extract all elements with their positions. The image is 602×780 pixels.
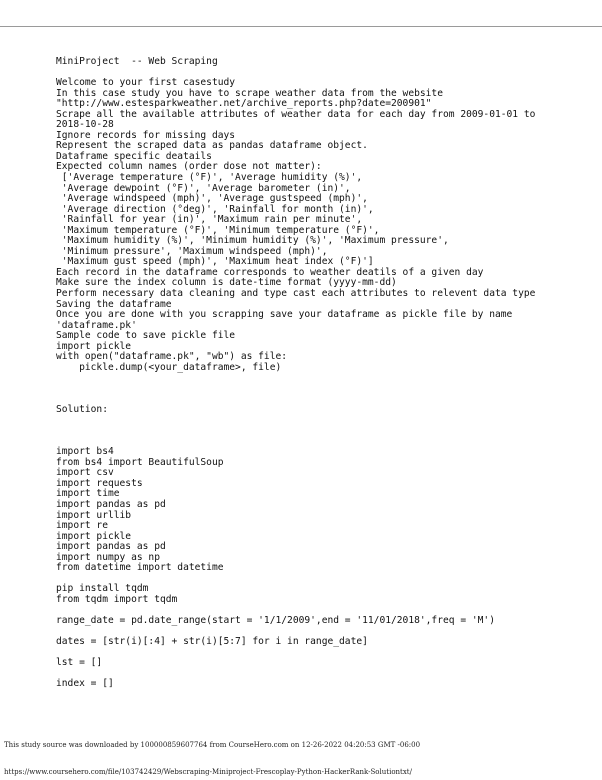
document-line: from datetime import datetime	[56, 562, 224, 574]
document-line: 2018-10-28	[56, 119, 114, 131]
document-line: lst = []	[56, 657, 103, 669]
document-line: Represent the scraped data as pandas dataframe object.	[56, 140, 368, 152]
document-line: "http://www.estesparkweather.net/archive_reports.php?date=200901"	[56, 98, 432, 110]
document-line: Make sure the index column is date-time format (yyyy-mm-dd)	[56, 277, 397, 289]
document-line: 'Maximum gust speed (mph)', 'Maximum heat index (°F)']	[56, 256, 374, 268]
document-line: 'dataframe.pk'	[56, 319, 137, 331]
document-line: pip install tqdm	[56, 583, 149, 595]
document-body	[56, 57, 596, 690]
document-line: Dataframe specific deatails	[56, 150, 212, 162]
document-line: Once you are done with you scrapping save your dataframe as pickle file by name	[56, 309, 513, 321]
document-line: 'Maximum temperature (°F)', 'Minimum temperature (°F)',	[56, 224, 380, 236]
document-line: 'Maximum humidity (%)', 'Minimum humidity (%)', 'Maximum pressure',	[56, 235, 449, 247]
document-line: import pandas as pd	[56, 498, 166, 510]
document-line	[56, 437, 596, 448]
document-line: with open("dataframe.pk", "wb") as file:	[56, 351, 288, 363]
document-line: Scrape all the available attributes of weather data for each day from 2009-01-01 to	[56, 108, 536, 120]
document-line: Ignore records for missing days	[56, 129, 236, 141]
document-line: 'Rainfall for year (in)', 'Maximum rain per minute',	[56, 214, 363, 226]
document-line: Solution:	[56, 404, 108, 416]
document-line: dates = [str(i)[:4] + str(i)[5:7] for i in range_date]	[56, 636, 368, 648]
document-line	[56, 384, 596, 395]
document-line: 'Average dewpoint (°F)', 'Average barometer (in)',	[56, 182, 351, 194]
document-line: Expected column names (order dose not matter):	[56, 161, 322, 173]
document-line: 'Minimum pressure', 'Maximum windspeed (mph)',	[56, 245, 328, 257]
document-line: MiniProject -- Web Scraping	[56, 56, 218, 67]
document-line	[56, 373, 596, 384]
document-line: ['Average temperature (°F)', 'Average humidity (%)',	[56, 172, 363, 184]
document-line: import pickle	[56, 340, 132, 352]
document-line: import time	[56, 488, 120, 500]
document-line: import requests	[56, 477, 143, 489]
document-line: import csv	[56, 467, 114, 479]
document-line: Sample code to save pickle file	[56, 330, 236, 342]
document-line	[56, 669, 596, 680]
document-line	[56, 648, 596, 659]
document-line: import numpy as np	[56, 551, 160, 563]
top-divider	[0, 26, 602, 27]
document-line: import urllib	[56, 509, 132, 521]
document-line: import bs4	[56, 446, 114, 458]
document-line: import pickle	[56, 530, 132, 542]
document-line: Perform necessary data cleaning and type cast each attributes to relevent data type	[56, 288, 536, 300]
document-line: from tqdm import tqdm	[56, 593, 178, 605]
document-line: Welcome to your first casestudy	[56, 77, 236, 89]
document-line	[56, 395, 596, 406]
document-line: import re	[56, 520, 108, 532]
document-line: range_date = pd.date_range(start = '1/1/2009',end = '11/01/2018',freq = 'M')	[56, 614, 495, 626]
document-line	[56, 426, 596, 437]
document-line: index = []	[56, 678, 114, 690]
source-url[interactable]: https://www.coursehero.com/file/103742429/Webscraping-Miniproject-Frescoplay-Python-HackerRank-Solutiontxt/	[4, 768, 412, 776]
document-line: In this case study you have to scrape weather data from the website	[56, 87, 443, 99]
document-line	[56, 416, 596, 427]
document-line: import pandas as pd	[56, 541, 166, 553]
document-line: Each record in the dataframe corresponds to weather deatils of a given day	[56, 266, 484, 278]
download-note: This study source was downloaded by 100000859607764 from CourseHero.com on 12-26-2022 04:20:53 GMT -06:00	[4, 741, 421, 749]
document-line: from bs4 import BeautifulSoup	[56, 456, 224, 468]
document-line: Saving the dataframe	[56, 298, 172, 310]
document-line: 'Average direction (°deg)', 'Rainfall for month (in)',	[56, 203, 374, 215]
document-line: 'Average windspeed (mph)', 'Average gustspeed (mph)',	[56, 193, 368, 205]
document-line: pickle.dump(<your_dataframe>, file)	[56, 361, 282, 373]
